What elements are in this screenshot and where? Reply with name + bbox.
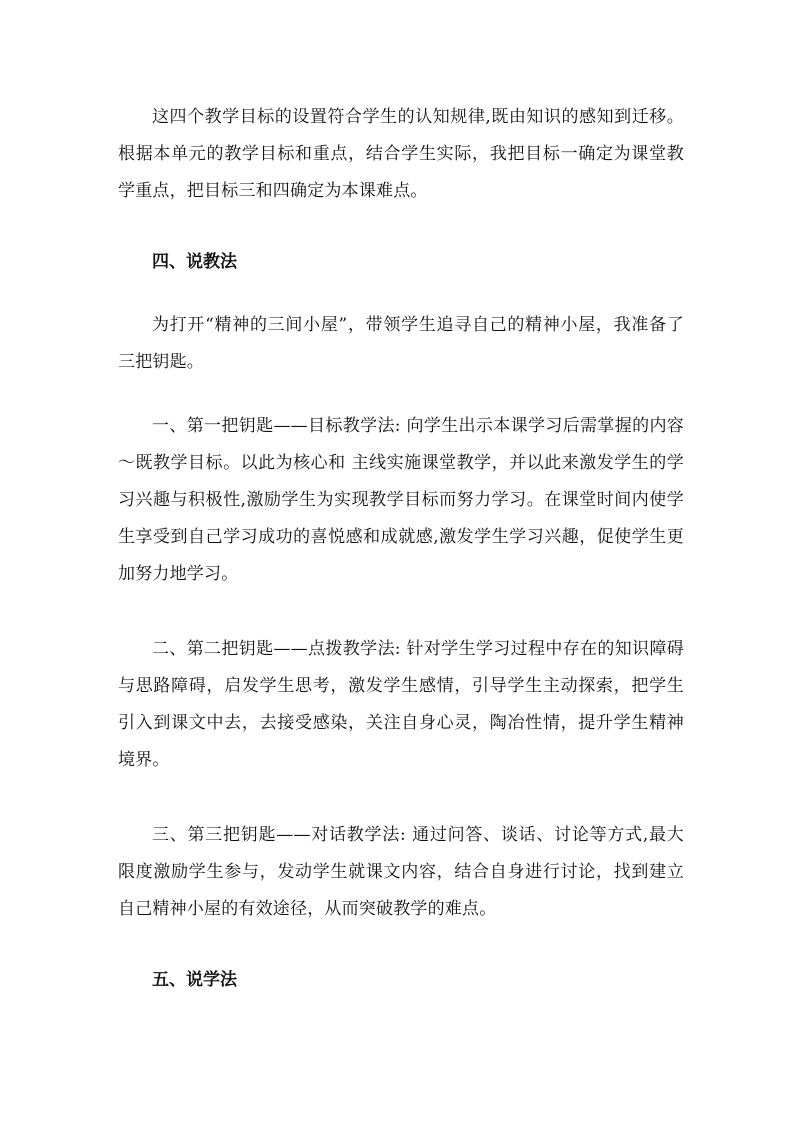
section-heading-learning-methods: 五、说学法 bbox=[152, 970, 237, 990]
paragraph-teaching-goals: 这四个教学目标的设置符合学生的认知规律,既由知识的感知到迁移。根据本单元的教学目标和重点，结合学生实际，我把目标一确定为课堂教学重点，把目标三和四确定为本课难点。 bbox=[118, 107, 684, 201]
paragraph-key-two: 二、第二把钥匙——点拨教学法: 针对学生学习过程中存在的知识障碍与思路障碍，启发学生思考，激发学生感情，引导学生主动探索，把学生引入到课文中去，去接受感染，关注自身心灵，陶冶性情，提升学生精神境界。 bbox=[118, 639, 684, 770]
paragraph-three-keys-intro: 为打开“精神的三间小屋”，带领学生追寻自己的精神小屋，我准备了三把钥匙。 bbox=[118, 315, 684, 372]
paragraph-key-one: 一、第一把钥匙——目标教学法: 向学生出示本课学习后需掌握的内容～既教学目标。以此为核心和 主线实施课堂教学，并以此来激发学生的学习兴趣与积极性,激励学生为实现教学目标而努力学习。在课堂时间内使学生享受到自己学习成功的喜悦感和成就感,激发学生学习兴趣，促使学生更加努力地学习。 bbox=[118, 416, 684, 584]
paragraph-key-three: 三、第三把钥匙——对话教学法: 通过问答、谈话、讨论等方式,最大限度激励学生参与，发动学生就课文内容，结合自身进行讨论，找到建立自己精神小屋的有效途径，从而突破教学的难点。 bbox=[118, 825, 684, 919]
section-heading-teaching-methods: 四、说教法 bbox=[152, 252, 237, 272]
